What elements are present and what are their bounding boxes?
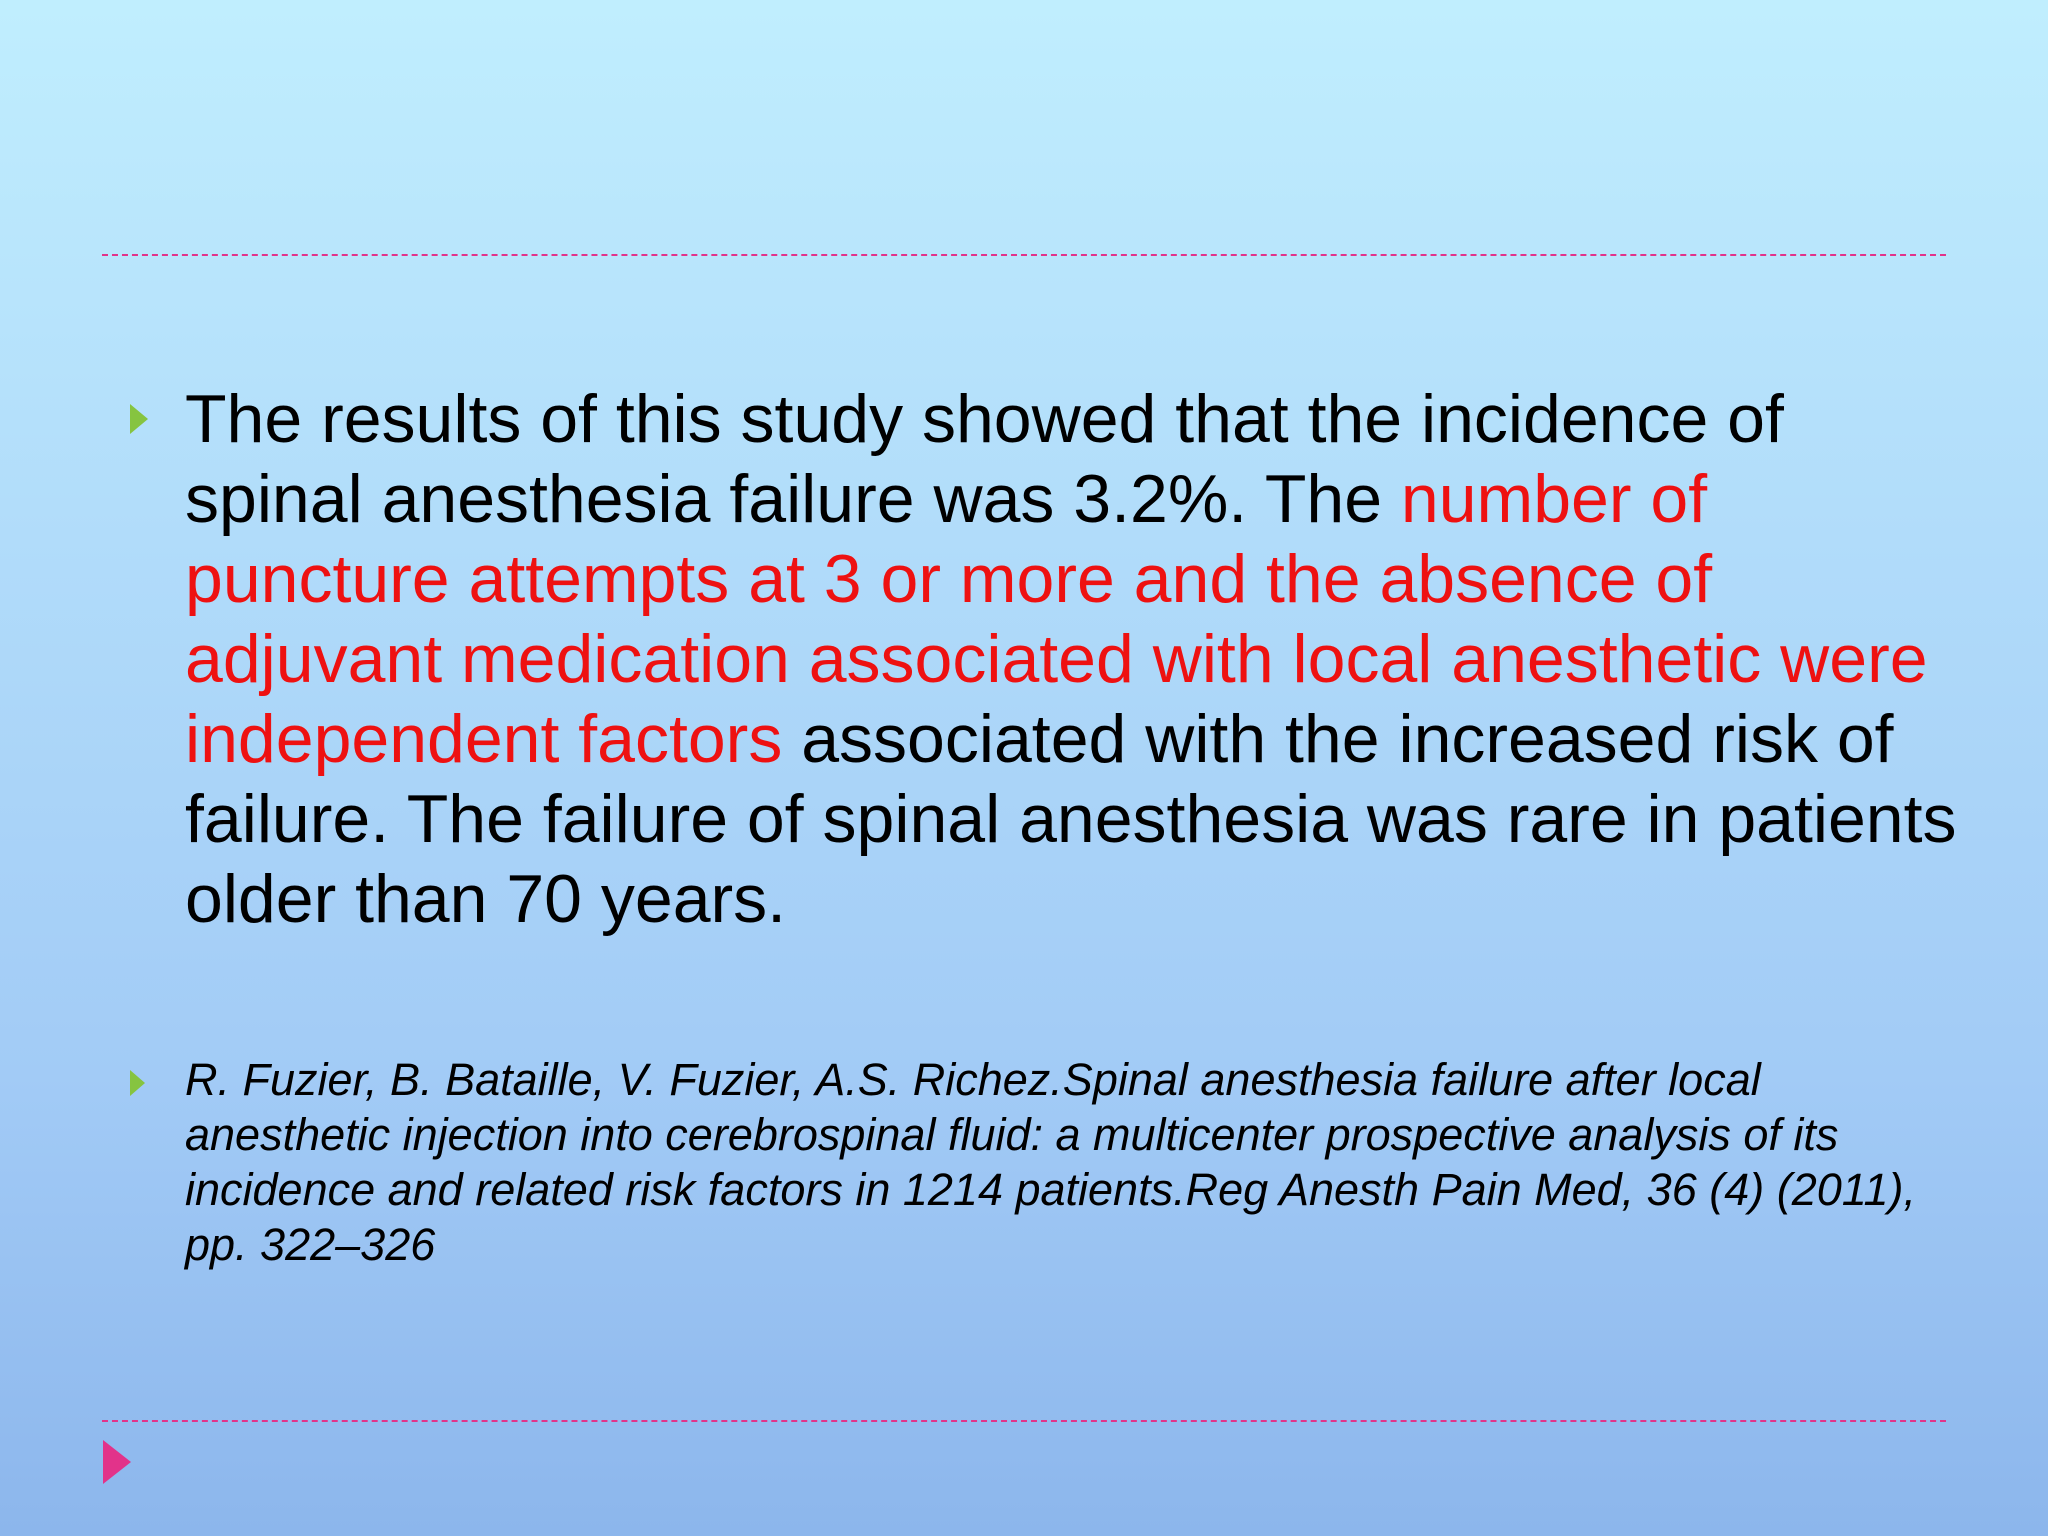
reference-citation: R. Fuzier, B. Bataille, V. Fuzier, A.S. Richez.Spinal anesthesia failure after local anesthetic injection into cerebrospinal fluid: a multicenter prospective analysis of its incidence and related risk factors in 1214 patients.Reg Anesth Pain Med, 36 (4) (2011), pp. 322–326: [185, 1054, 1916, 1270]
bottom-dashed-divider: [102, 1420, 1946, 1422]
triangle-arrow-icon: [103, 1440, 131, 1484]
findings-highlight-text: number of puncture attempts at 3 or more and the absence of adjuvant medication associated with local anesthetic were independent factors: [185, 461, 1928, 777]
triangle-bullet-icon: [130, 1070, 145, 1096]
triangle-bullet-icon: [130, 404, 148, 434]
findings-tail-text: associated with the increased risk of failure. The failure of spinal anesthesia was rare in patients older than 70 years.: [185, 701, 1957, 937]
findings-paragraph: [185, 379, 1975, 939]
top-dashed-divider: [102, 254, 1946, 256]
findings-lead-text: The results of this study showed that the incidence of spinal anesthesia failure was 3.2%. The: [185, 381, 1784, 537]
